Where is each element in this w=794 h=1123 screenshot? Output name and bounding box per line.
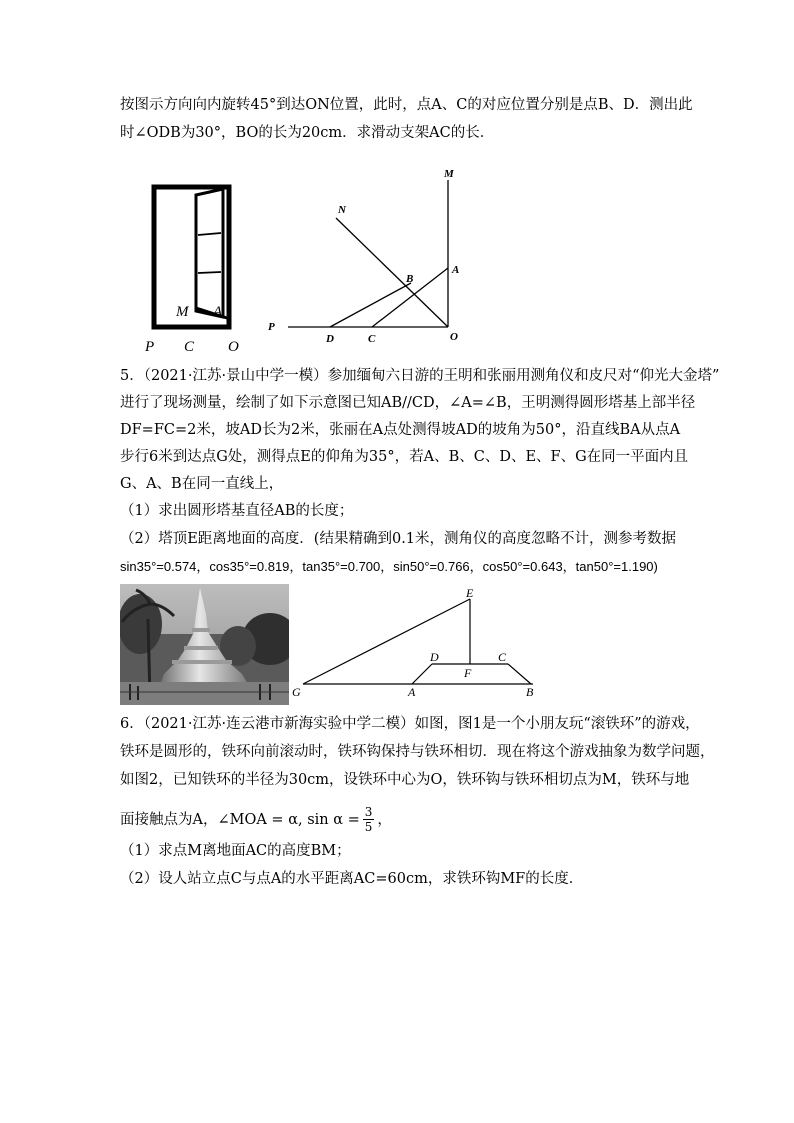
q6-line-4-end: ， [377, 811, 392, 828]
angle-figure [260, 160, 480, 350]
pagoda-figure [288, 584, 548, 704]
pagoda-label-c: C [498, 650, 507, 664]
q5-sub-1: （1）求出圆形塔基直径AB的长度； [120, 503, 354, 519]
intro-line-1: 按图示方向向内旋转45°到达ON位置，此时，点A、C的对应位置分别是点B、D．测出此 [120, 97, 693, 113]
pagoda-label-g: G [292, 685, 301, 699]
q6-sub-2: （2）设人站立点C与点A的水平距离AC=60cm，求铁环钩MF的长度． [120, 871, 584, 887]
pagoda-label-b: B [526, 685, 534, 699]
pagoda-label-f: F [464, 666, 472, 680]
q6-line-3: 如图2，已知铁环的半径为30cm，设铁环中心为O，铁环钩与铁环相切点为M，铁环与地 [120, 772, 690, 788]
angle-label-a: A [452, 264, 460, 276]
fraction-numerator: 3 [364, 805, 373, 819]
angle-label-b: B [406, 273, 414, 285]
q5-reference-data: sin35°=0.574，cos35°=0.819，tan35°=0.700，sin50°=0.766，cos50°=0.643，tan50°=1.190) [120, 559, 658, 574]
intro-line-2: 时∠ODB为30°，BO的长为20cm．求滑动支架AC的长． [120, 125, 495, 141]
pagoda-photo [120, 584, 289, 705]
q5-line-3: DF=FC=2米，坡AD长为2米，张丽在A点处测得坡AD的坡角为50°，沿直线BA从点A [120, 422, 681, 438]
angle-label-p: P [268, 321, 275, 333]
fraction-denominator: 5 [364, 820, 373, 834]
sin-fraction [363, 805, 375, 834]
angle-label-n: N [338, 204, 346, 216]
window-figure [140, 180, 260, 355]
q6-line-2: 铁环是圆形的，铁环向前滚动时，铁环钩保持与铁环相切．现在将这个游戏抽象为数学问题， [120, 744, 715, 760]
angle-label-m: M [444, 168, 454, 180]
pagoda-label-a: A [408, 685, 416, 699]
q6-line-4 [120, 805, 392, 834]
angle-label-d: D [326, 333, 334, 345]
q5-line-5: G、A、B在同一直线上， [120, 476, 284, 492]
pagoda-label-d: D [430, 650, 439, 664]
q6-sub-1: （1）求点M离地面AC的高度BM； [120, 843, 351, 859]
q5-line-4: 步行6米到达点G处，测得点E的仰角为35°，若A、B、C、D、E、F、G在同一平面内且 [120, 449, 689, 465]
q6-line-1: 6．（2021·江苏·连云港市新海实验中学二模）如图，图1是一个小朋友玩“滚铁环”的游戏， [120, 716, 700, 732]
angle-label-o: O [450, 331, 458, 343]
window-label-p: P [145, 339, 155, 355]
angle-label-c: C [368, 333, 376, 345]
window-label-c: C [184, 339, 195, 355]
window-label-a: A [213, 304, 223, 320]
pagoda-label-e: E [466, 586, 474, 600]
q6-line-4-text: 面接触点为A，∠MOA = α, sin α = [120, 811, 360, 828]
q5-line-1: 5．（2021·江苏·景山中学一模）参加缅甸六日游的王明和张丽用测角仪和皮尺对“仰光大金塔” [120, 368, 720, 384]
q5-sub-2: （2）塔顶E距离地面的高度．(结果精确到0.1米，测角仪的高度忽略不计，测参考数据 [120, 531, 677, 547]
q5-line-2: 进行了现场测量，绘制了如下示意图已知AB//CD，∠A=∠B，王明测得圆形塔基上部半径 [120, 395, 696, 411]
window-label-o: O [228, 339, 239, 355]
window-label-m: M [176, 304, 189, 320]
